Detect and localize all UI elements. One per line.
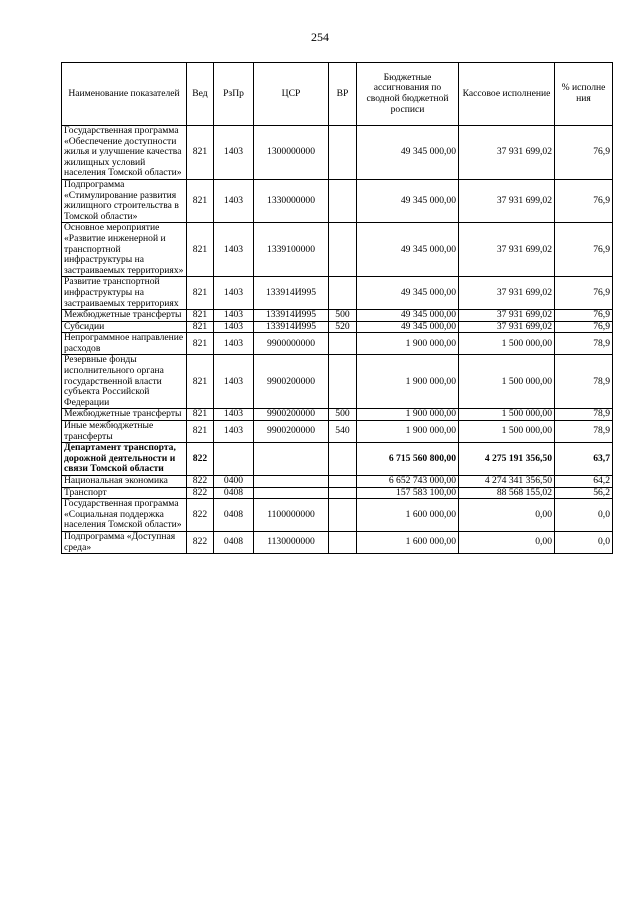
header-ved: Вед bbox=[187, 63, 214, 126]
header-csr: ЦСР bbox=[254, 63, 329, 126]
row-pct-cell: 76,9 bbox=[555, 126, 613, 180]
row-csr-cell: 133914И995 bbox=[254, 277, 329, 310]
row-name-cell: Подпрограмма «Доступная среда» bbox=[62, 531, 187, 553]
row-ved-cell: 821 bbox=[187, 355, 214, 409]
row-vr-cell bbox=[329, 179, 357, 222]
row-budget-cell: 1 900 000,00 bbox=[357, 333, 459, 355]
row-cash-cell: 4 274 341 356,50 bbox=[459, 476, 555, 488]
row-pct-cell: 0,0 bbox=[555, 531, 613, 553]
row-name-cell: Подпрограмма «Стимулирование развития жилищного строительства в Томской области» bbox=[62, 179, 187, 222]
row-pct-cell: 78,9 bbox=[555, 421, 613, 443]
row-ved-cell: 821 bbox=[187, 333, 214, 355]
table-row bbox=[62, 277, 613, 310]
header-vr: ВР bbox=[329, 63, 357, 126]
row-rzpr-cell: 0408 bbox=[214, 499, 254, 532]
row-pct-cell: 63,7 bbox=[555, 443, 613, 476]
row-cash-cell: 4 275 191 356,50 bbox=[459, 443, 555, 476]
table-row bbox=[62, 355, 613, 409]
row-csr-cell: 1300000000 bbox=[254, 126, 329, 180]
row-ved-cell: 821 bbox=[187, 223, 214, 277]
header-cash: Кассовое исполнение bbox=[459, 63, 555, 126]
row-budget-cell: 1 900 000,00 bbox=[357, 409, 459, 421]
row-rzpr-cell: 1403 bbox=[214, 310, 254, 322]
row-ved-cell: 821 bbox=[187, 310, 214, 322]
row-name-cell: Государственная программа «Обеспечение доступности жилья и улучшение качества жилищных условий населения Томской области» bbox=[62, 126, 187, 180]
row-rzpr-cell: 1403 bbox=[214, 277, 254, 310]
row-name-cell: Непрограммное направление расходов bbox=[62, 333, 187, 355]
header-rzpr: РзПр bbox=[214, 63, 254, 126]
row-budget-cell: 49 345 000,00 bbox=[357, 223, 459, 277]
row-name-cell: Национальная экономика bbox=[62, 476, 187, 488]
row-vr-cell bbox=[329, 476, 357, 488]
row-rzpr-cell: 0400 bbox=[214, 476, 254, 488]
row-cash-cell: 1 500 000,00 bbox=[459, 355, 555, 409]
header-pct: % исполне ния bbox=[555, 63, 613, 126]
row-pct-cell: 78,9 bbox=[555, 409, 613, 421]
row-csr-cell: 1339100000 bbox=[254, 223, 329, 277]
row-cash-cell: 0,00 bbox=[459, 499, 555, 532]
row-budget-cell: 1 900 000,00 bbox=[357, 355, 459, 409]
row-pct-cell: 56,2 bbox=[555, 487, 613, 499]
row-vr-cell bbox=[329, 333, 357, 355]
row-ved-cell: 822 bbox=[187, 476, 214, 488]
row-budget-cell: 6 715 560 800,00 bbox=[357, 443, 459, 476]
row-vr-cell bbox=[329, 355, 357, 409]
row-pct-cell: 76,9 bbox=[555, 179, 613, 222]
row-csr-cell: 133914И995 bbox=[254, 310, 329, 322]
row-rzpr-cell: 1403 bbox=[214, 333, 254, 355]
row-cash-cell: 37 931 699,02 bbox=[459, 179, 555, 222]
row-cash-cell: 37 931 699,02 bbox=[459, 321, 555, 333]
row-csr-cell bbox=[254, 476, 329, 488]
row-ved-cell: 821 bbox=[187, 321, 214, 333]
row-rzpr-cell: 0408 bbox=[214, 531, 254, 553]
table-row bbox=[62, 487, 613, 499]
row-pct-cell: 76,9 bbox=[555, 310, 613, 322]
table-row bbox=[62, 126, 613, 180]
row-ved-cell: 821 bbox=[187, 409, 214, 421]
row-budget-cell: 1 900 000,00 bbox=[357, 421, 459, 443]
row-ved-cell: 821 bbox=[187, 179, 214, 222]
row-name-cell: Межбюджетные трансферты bbox=[62, 310, 187, 322]
row-rzpr-cell: 1403 bbox=[214, 321, 254, 333]
row-ved-cell: 822 bbox=[187, 487, 214, 499]
table-row bbox=[62, 409, 613, 421]
row-pct-cell: 0,0 bbox=[555, 499, 613, 532]
row-budget-cell: 49 345 000,00 bbox=[357, 179, 459, 222]
header-budget: Бюджетные ассигнования по сводной бюджетной росписи bbox=[357, 63, 459, 126]
row-ved-cell: 822 bbox=[187, 443, 214, 476]
row-budget-cell: 49 345 000,00 bbox=[357, 310, 459, 322]
row-name-cell: Субсидии bbox=[62, 321, 187, 333]
row-pct-cell: 78,9 bbox=[555, 355, 613, 409]
row-cash-cell: 37 931 699,02 bbox=[459, 310, 555, 322]
row-cash-cell: 37 931 699,02 bbox=[459, 277, 555, 310]
row-cash-cell: 37 931 699,02 bbox=[459, 223, 555, 277]
row-ved-cell: 821 bbox=[187, 277, 214, 310]
row-name-cell: Основное мероприятие «Развитие инженерной и транспортной инфраструктуры на застраиваемых территориях» bbox=[62, 223, 187, 277]
row-cash-cell: 88 568 155,02 bbox=[459, 487, 555, 499]
row-vr-cell bbox=[329, 223, 357, 277]
row-vr-cell bbox=[329, 443, 357, 476]
row-csr-cell: 9900200000 bbox=[254, 409, 329, 421]
row-csr-cell bbox=[254, 487, 329, 499]
row-cash-cell: 1 500 000,00 bbox=[459, 333, 555, 355]
row-cash-cell: 1 500 000,00 bbox=[459, 421, 555, 443]
row-cash-cell: 37 931 699,02 bbox=[459, 126, 555, 180]
row-pct-cell: 78,9 bbox=[555, 333, 613, 355]
row-rzpr-cell: 1403 bbox=[214, 126, 254, 180]
row-rzpr-cell: 1403 bbox=[214, 409, 254, 421]
table-row bbox=[62, 443, 613, 476]
row-csr-cell: 1330000000 bbox=[254, 179, 329, 222]
row-ved-cell: 821 bbox=[187, 421, 214, 443]
budget-execution-table bbox=[61, 62, 613, 554]
row-pct-cell: 76,9 bbox=[555, 223, 613, 277]
row-budget-cell: 1 600 000,00 bbox=[357, 499, 459, 532]
row-vr-cell: 500 bbox=[329, 310, 357, 322]
row-csr-cell: 1100000000 bbox=[254, 499, 329, 532]
row-budget-cell: 157 583 100,00 bbox=[357, 487, 459, 499]
row-csr-cell: 133914И995 bbox=[254, 321, 329, 333]
table-row bbox=[62, 499, 613, 532]
row-vr-cell bbox=[329, 277, 357, 310]
row-budget-cell: 6 652 743 000,00 bbox=[357, 476, 459, 488]
row-csr-cell: 9900200000 bbox=[254, 421, 329, 443]
row-csr-cell: 1130000000 bbox=[254, 531, 329, 553]
row-name-cell: Развитие транспортной инфраструктуры на застраиваемых территориях bbox=[62, 277, 187, 310]
row-csr-cell bbox=[254, 443, 329, 476]
row-pct-cell: 64,2 bbox=[555, 476, 613, 488]
row-ved-cell: 822 bbox=[187, 499, 214, 532]
table-row bbox=[62, 310, 613, 322]
table-header-row bbox=[62, 63, 613, 126]
row-vr-cell bbox=[329, 531, 357, 553]
table-row bbox=[62, 421, 613, 443]
row-name-cell: Транспорт bbox=[62, 487, 187, 499]
row-name-cell: Департамент транспорта, дорожной деятельности и связи Томской области bbox=[62, 443, 187, 476]
row-vr-cell bbox=[329, 499, 357, 532]
row-rzpr-cell: 1403 bbox=[214, 179, 254, 222]
row-budget-cell: 1 600 000,00 bbox=[357, 531, 459, 553]
row-rzpr-cell bbox=[214, 443, 254, 476]
row-ved-cell: 821 bbox=[187, 126, 214, 180]
row-pct-cell: 76,9 bbox=[555, 277, 613, 310]
row-vr-cell bbox=[329, 126, 357, 180]
table-body bbox=[62, 126, 613, 554]
row-budget-cell: 49 345 000,00 bbox=[357, 321, 459, 333]
row-vr-cell bbox=[329, 487, 357, 499]
table-row bbox=[62, 476, 613, 488]
table-row bbox=[62, 531, 613, 553]
row-rzpr-cell: 1403 bbox=[214, 355, 254, 409]
row-rzpr-cell: 1403 bbox=[214, 223, 254, 277]
header-name: Наименование показателей bbox=[62, 63, 187, 126]
row-cash-cell: 0,00 bbox=[459, 531, 555, 553]
table-row bbox=[62, 223, 613, 277]
row-name-cell: Иные межбюджетные трансферты bbox=[62, 421, 187, 443]
row-vr-cell: 500 bbox=[329, 409, 357, 421]
page-number: 254 bbox=[311, 30, 329, 44]
row-vr-cell: 520 bbox=[329, 321, 357, 333]
row-budget-cell: 49 345 000,00 bbox=[357, 126, 459, 180]
row-csr-cell: 9900000000 bbox=[254, 333, 329, 355]
row-name-cell: Резервные фонды исполнительного органа государственной власти субъекта Российской Федерации bbox=[62, 355, 187, 409]
row-pct-cell: 76,9 bbox=[555, 321, 613, 333]
row-cash-cell: 1 500 000,00 bbox=[459, 409, 555, 421]
row-vr-cell: 540 bbox=[329, 421, 357, 443]
table-row bbox=[62, 321, 613, 333]
row-csr-cell: 9900200000 bbox=[254, 355, 329, 409]
table-row bbox=[62, 179, 613, 222]
row-name-cell: Межбюджетные трансферты bbox=[62, 409, 187, 421]
row-rzpr-cell: 1403 bbox=[214, 421, 254, 443]
row-ved-cell: 822 bbox=[187, 531, 214, 553]
row-budget-cell: 49 345 000,00 bbox=[357, 277, 459, 310]
table-row bbox=[62, 333, 613, 355]
row-name-cell: Государственная программа «Социальная поддержка населения Томской области» bbox=[62, 499, 187, 532]
row-rzpr-cell: 0408 bbox=[214, 487, 254, 499]
